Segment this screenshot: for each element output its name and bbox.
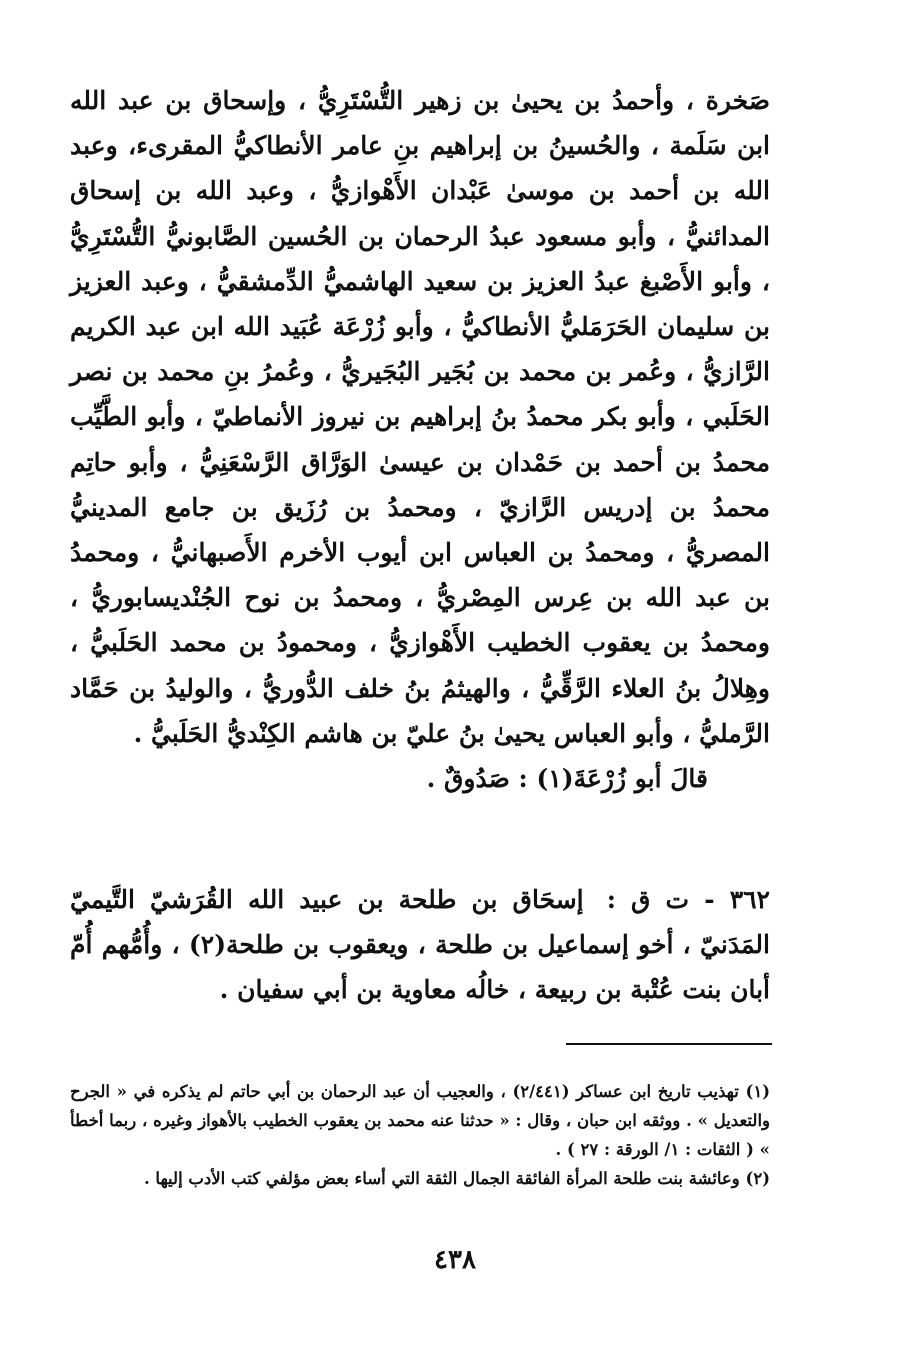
entry-text: إسحَاق بن طلحة بن عبيد الله القُرَشيّ التَّيميّ المَدَنيّ ، أخو إسماعيل بن طلحة ، ويعقوب بن طلحة(٢) ، وأُمُّهم أُمّ أبان بنت عُتْبة بن ربيعة ، خالُه معاوية بن أبي سفيان . — [70, 885, 770, 1004]
main-text-block — [70, 78, 770, 801]
entry-paragraph — [70, 877, 770, 1012]
abu-zura-quote: قالَ أبو زُرْعَةَ(١) : صَدُوقٌ . — [426, 764, 708, 794]
entry-number: ٣٦٢ - ت ق : — [606, 885, 770, 914]
page-number: ٤٣٨ — [434, 1245, 476, 1275]
footnote-divider — [566, 1043, 772, 1045]
footnotes-block — [70, 1077, 770, 1193]
footnote-1: (١) تهذيب تاريخ ابن عساكر (٢/٤٤١) ، والعجيب أن عبد الرحمان بن أبي حاتم لم يذكره في « الجرح والتعديل » . ووثقه ابن حبان ، وقال : « حدثنا عنه محمد بن يعقوب الخطيب بالأهواز وغيره ، ربما أخطأ » ( الثقات : ١/ الورقة : ٢٧ ) . — [70, 1082, 770, 1159]
biography-entry — [70, 877, 770, 1012]
narrators-paragraph: صَخرة ، وأحمدُ بن يحيىٰ بن زهير التُّسْتَرِيُّ ، وإسحاق بن عبد الله ابن سَلَمة ، والحُسينُ بن إبراهيم بنِ عامر الأنطاكيُّ المقرىء، وعبد الله بن أحمد بن موسىٰ عَبْدان الأَهْوازيُّ ، وعبد الله بن إسحاق المدائنيُّ ، وأبو مسعود عبدُ الرحمان بن الحُسين الصَّابونيُّ التُّسْتَرِيُّ ، وأبو الأَصْبغ عبدُ العزيز بن سعيد الهاشميُّ الدِّمشقيُّ ، وعبد العزيز بن سليمان الحَرَمَليُّ الأنطاكيُّ ، وأبو زُرْعَة عُبَيد الله ابن عبد الكريم الرَّازيُّ ، وعُمر بن محمد بن بُجَير البُجَيريُّ ، وعُمرُ بنِ محمد بن نصر الحَلَبي ، وأبو بكر محمدُ بنُ إبراهيم بن نيروز الأنماطيّ ، وأبو الطَّيِّب محمدُ بن أحمد بن حَمْدان بن عيسىٰ الوَرَّاق الرَّسْعَنِيُّ ، وأبو حاتِم محمدُ بن إدريس الرَّازيّ ، ومحمدُ بن رُزَيق بن جامع المدينيُّ المصريُّ ، ومحمدُ بن العباس ابن أيوب الأخرم الأَصبهانيُّ ، ومحمدُ بن عبد الله بن عِرس المِصْريُّ ، ومحمدُ بن نوح الجُنْديسابوريُّ ، ومحمدُ بن يعقوب الخطيب الأَهْوازيُّ ، ومحمودُ بن محمد الحَلَبيُّ ، وهِلالُ بنُ العلاء الرَّقِّيُّ ، والهيثمُ بنُ خلف الدُّوريُّ ، والوليدُ بن حَمَّاد الرَّمليُّ ، وأبو العباس يحيىٰ بنُ عليّ بن هاشم الكِنْديُّ الحَلَبيُّ . — [70, 86, 770, 748]
footnote-2: (٢) وعائشة بنت طلحة المرأة الفائقة الجمال الثقة التي أساء بعض مؤلفي كتب الأدب إليها . — [143, 1169, 770, 1188]
